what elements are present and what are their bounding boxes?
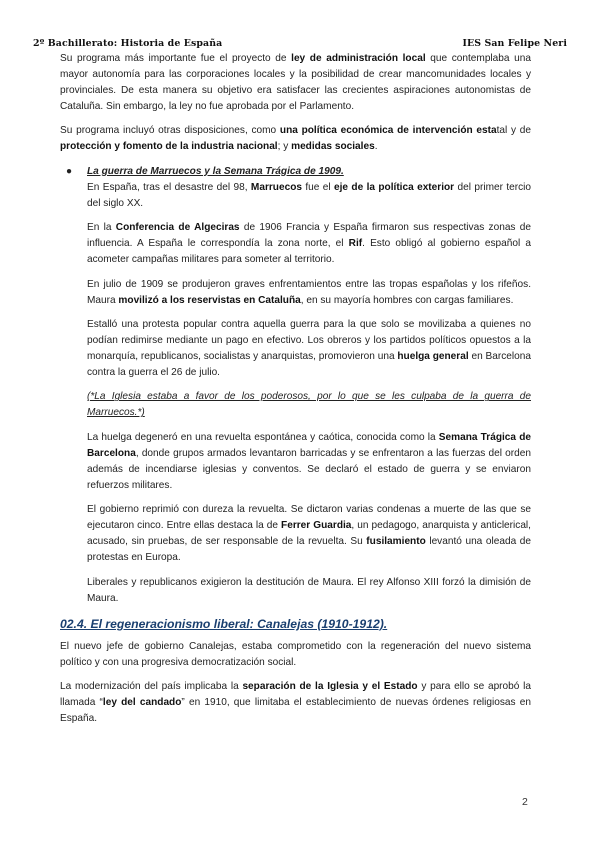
bold-term: huelga general — [397, 350, 469, 362]
paragraph-marruecos — [60, 180, 531, 212]
paragraph-julio-1909 — [60, 277, 531, 309]
paragraph-ley-candado — [60, 679, 531, 727]
bold-term: ley de administración local — [291, 53, 426, 64]
bold-term: movilizó a los reservistas en Cataluña — [118, 294, 301, 306]
bold-term: Conferencia de Algeciras — [115, 222, 240, 234]
text: La modernización del país implicaba la — [60, 681, 243, 693]
text: que contemplaba una mayor autonomía para las corporaciones locales y la posibilidad de crear mancomunidades locales y provinciales. De esta manera su objetivo era satisfacer las crecientes aspiraciones autonomistas de Cataluña. Sin embargo, la ley no fue aprobada por el Parlamento. — [60, 53, 531, 112]
bold-term: fusilamiento — [366, 536, 426, 548]
paragraph-canalejas — [60, 639, 531, 671]
text: . Esto obligó al gobierno español a acometer campañas militares para someter al territorio. — [87, 238, 531, 266]
paragraph-algeciras — [60, 220, 531, 268]
paragraph-otras-disposiciones — [60, 123, 531, 155]
text: en Barcelona contra la guerra el 26 de julio. — [87, 350, 531, 378]
bold-term: protección y fomento de la industria nacional — [60, 141, 278, 153]
bold-term: Ferrer Guardia — [281, 520, 352, 532]
text: En España, tras el desastre del 98, — [87, 181, 251, 193]
bold-term: medidas sociales — [291, 141, 375, 153]
text: levantó una oleada de protestas en Europa. — [87, 536, 531, 564]
text: En la — [87, 222, 116, 234]
text: ; y — [277, 141, 292, 153]
bold-term: Rif — [348, 238, 363, 250]
bullet-title: La guerra de Marruecos y la Semana Trágica de 1909. — [87, 165, 344, 177]
paragraph-protesta-popular — [60, 317, 531, 381]
text: . — [374, 141, 378, 153]
header-school: IES San Felipe Neri — [462, 38, 567, 49]
bold-term: una política económica de intervención esta — [279, 125, 497, 137]
bullet-icon: ● — [66, 165, 73, 177]
bold-term: eje de la política exterior — [334, 181, 455, 193]
text: ” en 1910, que limitaba el establecimiento de nuevas órdenes religiosas en España. — [60, 697, 532, 725]
text: de 1906 Francia y España firmaron sus respectivas zonas de influencia. A España le correspondía la zona norte, el — [87, 222, 531, 250]
page-header — [33, 38, 567, 52]
text: El gobierno reprimió con dureza la revuelta. Se dictaron varias condenas a muerte de las que se ejecutaron cinco. Entre ellas destaca la de — [87, 504, 531, 532]
bold-term: separación de la Iglesia y el Estado — [242, 681, 418, 693]
paragraph-semana-tragica — [60, 430, 531, 494]
page-number: 2 — [522, 796, 528, 808]
note-iglesia: (*La Iglesia estaba a favor de los poderosos, por lo que se les culpaba de la guerra de Marruecos.*) — [87, 391, 531, 419]
text: , en su mayoría hombres con cargas familiares. — [300, 294, 514, 306]
text: Estalló una protesta popular contra aquella guerra para la que solo se movilizaba a quienes no podían redimirse mediante un pago en efectivo. Los obreros y los partidos políticos opuestos a la monarquía, republicanos, socialistas y anarquistas, promovieron una — [87, 318, 531, 362]
document-body — [60, 51, 531, 736]
text: Liberales y republicanos exigieron la destitución de Maura. El rey Alfonso XIII forzó la dimisión de Maura. — [87, 576, 531, 604]
bold-term: Semana Trágica de Barcelona — [87, 431, 531, 459]
header-course: 2º Bachillerato: Historia de España — [33, 38, 223, 49]
text: Su programa incluyó otras disposiciones, como — [60, 125, 280, 137]
bold-term: ley del candado — [102, 697, 182, 709]
paragraph-ley-administracion-local — [60, 51, 531, 115]
text: En julio de 1909 se produjeron graves enfrentamientos entre las tropas españolas y los rifeños. Maura — [87, 278, 531, 306]
bullet-item-marruecos — [60, 164, 531, 180]
text: La huelga degeneró en una revuelta espontánea y caótica, conocida como la — [87, 431, 439, 443]
text: tal y de — [496, 125, 531, 137]
text: , un pedagogo, anarquista y anticlerical, acusado, sin pruebas, de ser responsable de la revuelta. Su — [87, 520, 531, 548]
paragraph-represion — [60, 502, 531, 566]
text: , donde grupos armados levantaron barricadas y se enfrentaron a las fuerzas del orden además de incendiarse iglesias y conventos. Se declaró el estado de guerra y se enviaron refuerzos militares. — [87, 447, 531, 491]
text: del primer tercio del siglo XX. — [87, 181, 532, 209]
text: Su programa más importante fue el proyecto de — [60, 53, 292, 64]
text: y para ello se aprobó la llamada “ — [60, 681, 531, 709]
bold-term: Marruecos — [250, 181, 302, 193]
text: El nuevo jefe de gobierno Canalejas, estaba comprometido con la regeneración del nuevo sistema político y con una progresiva democratización social. — [60, 640, 531, 668]
paragraph-dimision-maura — [60, 575, 531, 607]
section-heading: 02.4. El regeneracionismo liberal: Canalejas (1910-1912). — [60, 616, 388, 631]
text: fue el — [301, 181, 335, 193]
